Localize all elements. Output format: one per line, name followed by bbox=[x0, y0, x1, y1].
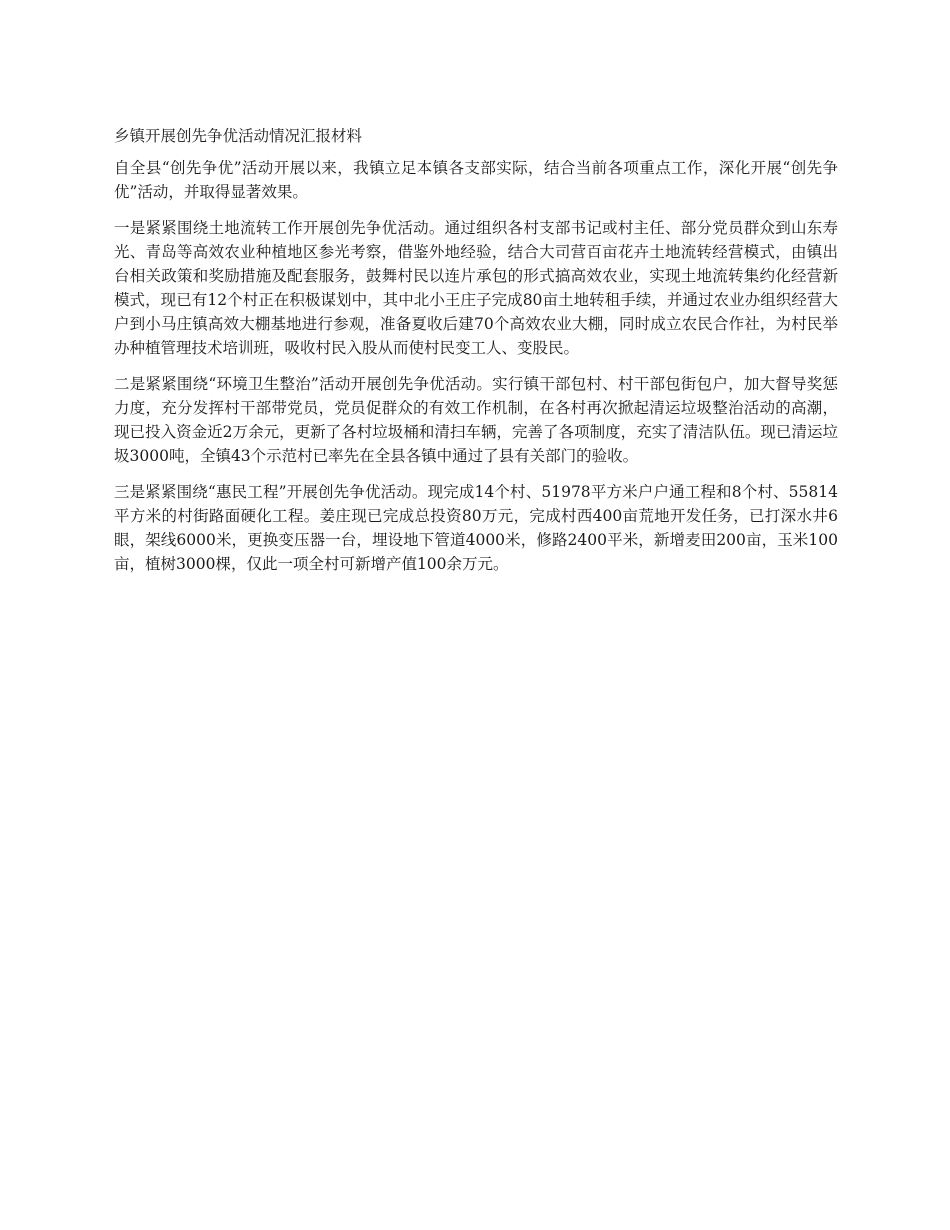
paragraph-public-benefit: 三是紧紧围绕“惠民工程”开展创先争优活动。现完成14个村、51978平方米户户通工程和8个村、55814平方米的村街路面硬化工程。姜庄现已完成总投资80万元，完成村西400亩荒地开发任务，已打深水井6眼，架线6000米，更换变压器一台，埋设地下管道4000米，修路2400平米，新增麦田200亩，玉米100亩，植树3000棵，仅此一项全村可新增产值100余万元。 bbox=[114, 483, 838, 573]
paragraph-environment: 二是紧紧围绕“环境卫生整治”活动开展创先争优活动。实行镇干部包村、村干部包街包户，加大督导奖惩力度，充分发挥村干部带党员，党员促群众的有效工作机制，在各村再次掀起清运垃圾整治活动的高潮，现已投入资金近2万余元，更新了各村垃圾桶和清扫车辆，完善了各项制度，充实了清洁队伍。现已清运垃圾3000吨，全镇43个示范村已率先在全县各镇中通过了县有关部门的验收。 bbox=[114, 375, 838, 465]
document-page bbox=[114, 124, 838, 588]
paragraph-intro: 自全县“创先争优”活动开展以来，我镇立足本镇各支部实际，结合当前各项重点工作，深化开展“创先争优”活动，并取得显著效果。 bbox=[114, 159, 838, 201]
paragraph-land-transfer: 一是紧紧围绕土地流转工作开展创先争优活动。通过组织各村支部书记或村主任、部分党员群众到山东寿光、青岛等高效农业种植地区参光考察，借鉴外地经验，结合大司营百亩花卉土地流转经营模式，由镇出台相关政策和奖励措施及配套服务，鼓舞村民以连片承包的形式搞高效农业，实现土地流转集约化经营新模式，现已有12个村正在积极谋划中，其中北小王庄子完成80亩土地转租手续，并通过农业办组织经营大户到小马庄镇高效大棚基地进行参观，准备夏收后建70个高效农业大棚，同时成立农民合作社，为村民举办种植管理技术培训班，吸收村民入股从而使村民变工人、变股民。 bbox=[114, 219, 838, 357]
document-title: 乡镇开展创先争优活动情况汇报材料 bbox=[114, 127, 363, 145]
